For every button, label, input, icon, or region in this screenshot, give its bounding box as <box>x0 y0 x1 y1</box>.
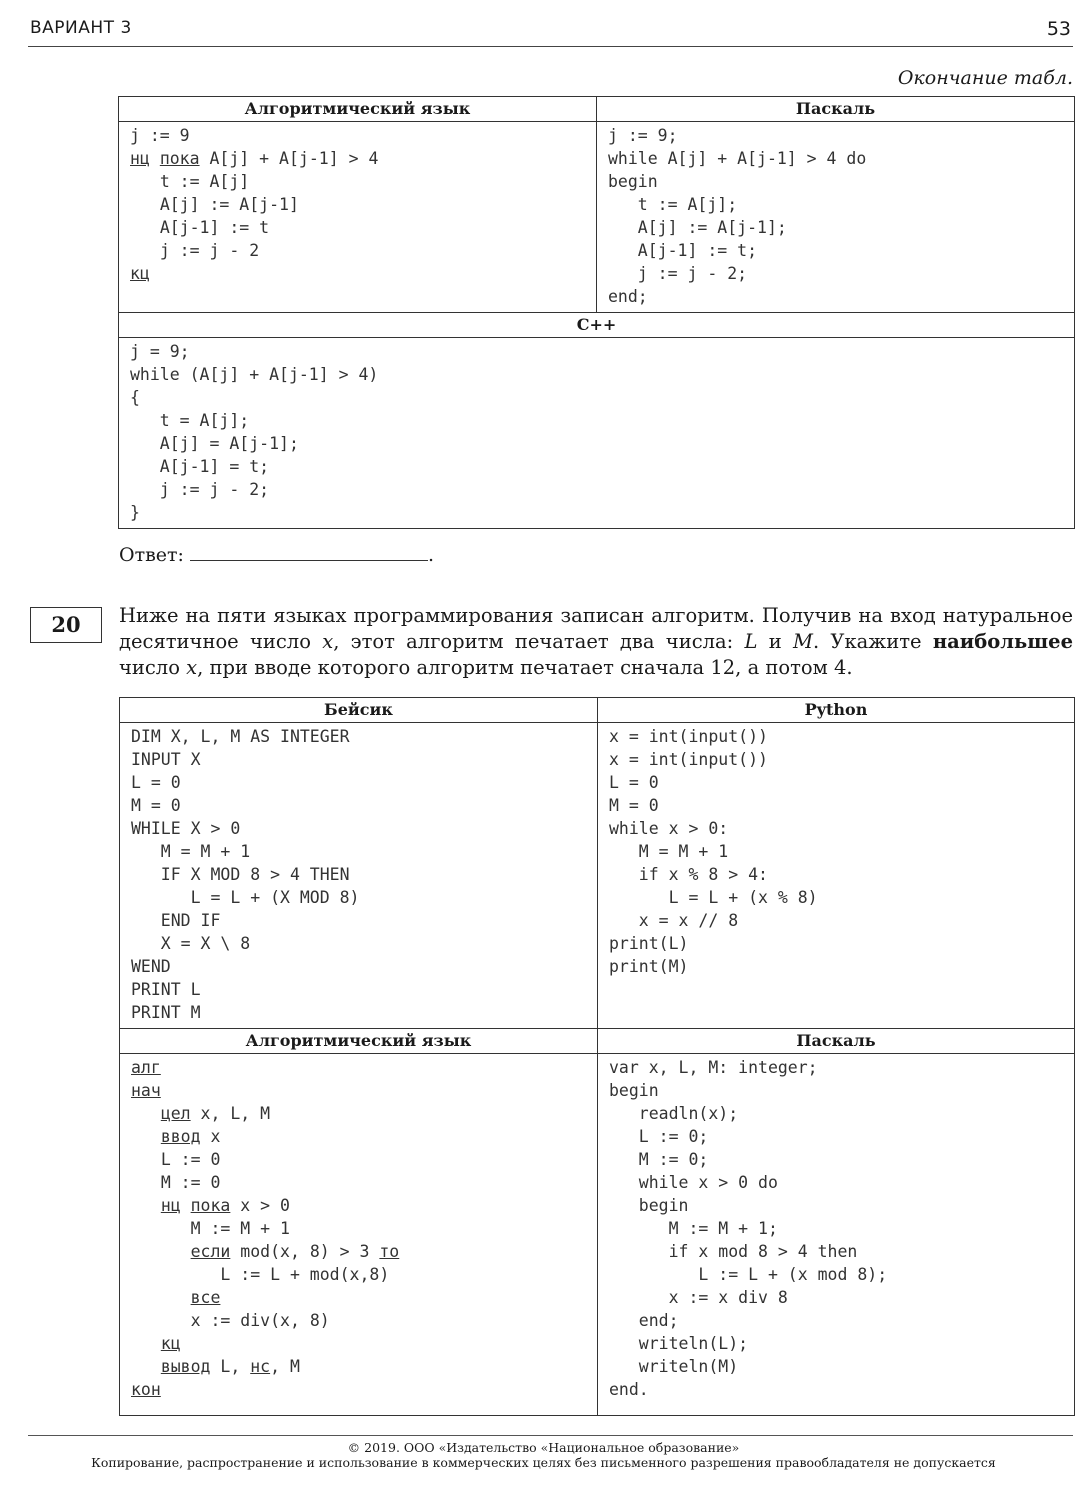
basic-header: Бейсик <box>120 698 598 723</box>
code-text: M := M + 1 <box>190 1219 290 1238</box>
code-text: M := 0 <box>160 1173 221 1192</box>
table-end-note: Окончание табл. <box>897 67 1073 89</box>
keyword: пока <box>190 1196 231 1215</box>
footer-legal-notice: Копирование, распространение и использование в коммерческих целях без письменного разрешения правообладателя не допускается <box>91 1455 996 1470</box>
task-var-x: x <box>322 630 334 653</box>
code-line <box>131 1288 220 1307</box>
code-line <box>131 1311 330 1330</box>
python-header: Python <box>598 698 1075 723</box>
task-text-part: и <box>757 630 793 653</box>
keyword: все <box>190 1288 221 1307</box>
code-line <box>131 1081 161 1100</box>
keyword: нц <box>160 1196 181 1215</box>
code-line <box>130 241 259 260</box>
pascal-header: Паскаль <box>598 1029 1075 1054</box>
code-line <box>130 264 150 283</box>
pascal-cell <box>598 1054 1075 1416</box>
alg-cell <box>120 1054 598 1416</box>
prev-cpp-header: C++ <box>119 313 1075 338</box>
page-number: 53 <box>1046 18 1071 40</box>
code-line <box>131 1150 220 1169</box>
code-line <box>131 1219 290 1238</box>
code-line <box>131 1265 389 1284</box>
code-line <box>131 1173 220 1192</box>
task-code-table <box>119 697 1075 1416</box>
task-text-part: Ниже на пяти языках программирования записан алгоритм. Получив на вход натуральное десятичное число <box>119 604 1073 653</box>
answer-label: Ответ: <box>119 544 184 566</box>
keyword: если <box>190 1242 231 1261</box>
code-line <box>130 149 378 168</box>
prev-cpp-cell <box>119 338 1075 529</box>
keyword: то <box>379 1242 400 1261</box>
prev-pascal-cell <box>597 122 1075 313</box>
code-line <box>131 1242 399 1261</box>
keyword: алг <box>131 1058 161 1077</box>
code-line <box>131 1357 300 1376</box>
keyword: кц <box>130 264 150 283</box>
task-statement <box>119 603 1073 681</box>
python-cell <box>598 723 1075 1029</box>
code-line <box>131 1127 220 1146</box>
variant-label: ВАРИАНТ 3 <box>30 18 132 38</box>
code-line <box>131 1334 181 1353</box>
code-line <box>130 218 269 237</box>
keyword: ввод <box>160 1127 201 1146</box>
task-text-part: . Укажите <box>812 630 933 653</box>
task-var-m: M <box>792 630 813 653</box>
task-bold-word: наибольшее <box>932 630 1073 653</box>
basic-code: DIM X, L, M AS INTEGER INPUT X L = 0 M = 0 WHILE X > 0 M = M + 1 IF X MOD 8 > 4 THEN L = L + (X MOD 8) END IF X = X \ 8 WEND PRINT L PRINT M <box>131 727 360 1022</box>
prev-pascal-code: j := 9; while A[j] + A[j-1] > 4 do begin t := A[j]; A[j] := A[j-1]; A[j-1] := t; j := j - 2; end; <box>608 126 867 306</box>
pascal-code: var x, L, M: integer; begin readln(x); L := 0; M := 0; while x > 0 do begin M := M + 1; if x mod 8 > 4 then L := L + (x mod 8); x := x div 8 end; writeln(L); writeln(M) end. <box>609 1058 888 1399</box>
code-text: j := j - 2 <box>159 241 260 260</box>
alg-code <box>120 1054 597 1405</box>
answer-dot: . <box>427 544 434 566</box>
keyword: нц <box>130 149 150 168</box>
code-line <box>130 172 249 191</box>
task-text-part: , при вводе которого алгоритм печатает сначала 12, а потом 4. <box>197 656 853 679</box>
code-line <box>131 1380 161 1399</box>
keyword: нс <box>250 1357 271 1376</box>
basic-cell <box>120 723 598 1029</box>
header-divider <box>28 46 1073 47</box>
code-line <box>131 1104 270 1123</box>
keyword: кон <box>131 1380 161 1399</box>
alg-header: Алгоритмический язык <box>120 1029 598 1054</box>
prev-code-table <box>118 96 1075 529</box>
answer-blank-line[interactable] <box>190 544 428 561</box>
code-text: j := 9 <box>130 126 190 145</box>
code-text: x <box>200 1127 221 1146</box>
task-number-box: 20 <box>30 607 102 643</box>
answer-field <box>119 544 434 566</box>
code-line <box>131 1058 161 1077</box>
keyword: пока <box>159 149 200 168</box>
code-text: x > 0 <box>230 1196 290 1215</box>
prev-cpp-code: j = 9; while (A[j] + A[j-1] > 4) { t = A[j]; A[j] = A[j-1]; A[j-1] = t; j := j - 2; } <box>130 342 379 522</box>
prev-alg-cell <box>119 122 597 313</box>
code-text: A[j-1] := t <box>159 218 270 237</box>
code-text: , M <box>270 1357 300 1376</box>
footer-copyright: © 2019. ООО «Издательство «Национальное образование» <box>347 1440 740 1455</box>
code-text: L := L + mod(x,8) <box>220 1265 390 1284</box>
code-text: L := 0 <box>160 1150 221 1169</box>
prev-alg-header: Алгоритмический язык <box>119 97 597 122</box>
code-text: mod(x, 8) > 3 <box>230 1242 380 1261</box>
keyword: нач <box>131 1081 161 1100</box>
task-text-part: число <box>119 656 187 679</box>
code-text: x, L, M <box>190 1104 271 1123</box>
task-var-l: L <box>744 630 758 653</box>
prev-pascal-header: Паскаль <box>597 97 1075 122</box>
code-text: A[j] + A[j-1] > 4 <box>199 149 379 168</box>
code-text: A[j] := A[j-1] <box>159 195 299 214</box>
code-text: x := div(x, 8) <box>190 1311 330 1330</box>
task-var-x: x <box>186 656 198 679</box>
code-text: t := A[j] <box>159 172 250 191</box>
keyword: кц <box>160 1334 181 1353</box>
code-text <box>150 149 160 168</box>
prev-alg-code <box>119 122 596 289</box>
code-line <box>131 1196 290 1215</box>
code-line <box>130 195 299 214</box>
task-text-part: , этот алгоритм печатает два числа: <box>333 630 745 653</box>
code-text <box>181 1196 191 1215</box>
keyword: вывод <box>160 1357 211 1376</box>
python-code: x = int(input()) x = int(input()) L = 0 M = 0 while x > 0: M = M + 1 if x % 8 > 4: L = L + (x % 8) x = x // 8 print(L) print(M) <box>609 727 818 976</box>
code-line <box>130 126 190 145</box>
footer-divider <box>28 1435 1073 1436</box>
keyword: цел <box>160 1104 191 1123</box>
code-text: L, <box>210 1357 251 1376</box>
